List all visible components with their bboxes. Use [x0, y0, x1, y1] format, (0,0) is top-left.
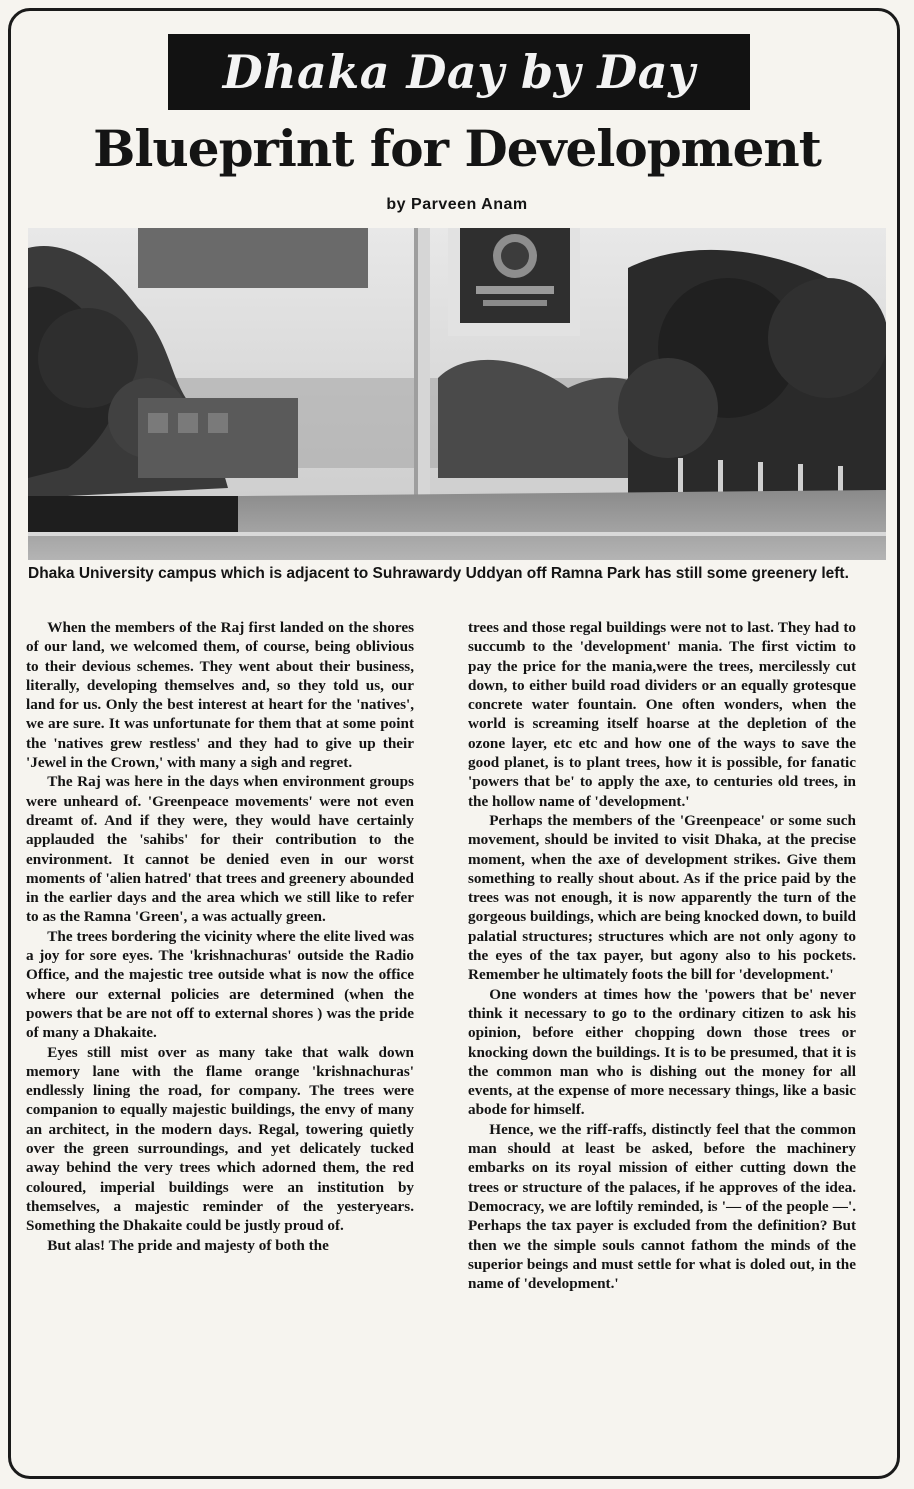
article-paragraph: The trees bordering the vicinity where the elite lived was a joy for sore eyes. The 'krishnachuras' outside the Radio Office, and the majestic tree outside what is now the office where our external policies are determined (when the powers that be are not off to external shores ) was the pride of many a Dhakaite. — [26, 927, 414, 1042]
photo-caption: Dhaka University campus which is adjacent to Suhrawardy Uddyan off Ramna Park has still some greenery left. — [28, 565, 849, 582]
article-paragraph: When the members of the Raj first landed on the shores of our land, we welcomed them, of course, being oblivious to their devious schemes. They went about their business, literally, developing themselves and, so they told us, our land for us. Only the best interest at heart for the 'natives', we are sure. It was unfortunate for them that at some point the 'natives grew restless' and they had to give up their 'Jewel in the Crown,' with many a sigh and regret. — [26, 619, 414, 772]
section-banner: Dhaka Day by Day — [168, 34, 750, 110]
article-paragraph: Perhaps the members of the 'Greenpeace' or some such movement, should be invited to visit Dhaka, at the precise moment, when the axe of development strikes. Give them something to really shout about. As if the price paid by the trees was not enough, it is now apparently the turn of the gorgeous buildings, which are being knocked down, to build palatial structures; structures which are not only agony to the eyes of the tax payer, but agony also to his pockets. Remember he ultimately foots the bill for 'development.' — [468, 811, 856, 984]
article-paragraph: One wonders at times how the 'powers that be' never think it necessary to go to the ordinary citizen to ask his opinion, before either chopping down those trees or knocking down the buildings. It is to be presumed, that it is the common man who is dishing out the money for all events, at the expense of more necessary things, like a basic abode for himself. — [468, 985, 856, 1119]
article-photo — [28, 228, 886, 560]
campus-photo-illustration — [28, 228, 886, 560]
byline: by Parveen Anam — [386, 196, 528, 213]
article-column-left — [26, 618, 414, 1255]
article-paragraph: Hence, we the riff-raffs, distinctly feel that the common man should at least be asked, before the machinery embarks on its royal mission of either cutting down the trees or structure of the palaces, if he approves of the idea. Democracy, we are loftily reminded, is '— of the people —'. Perhaps the tax payer is excluded from the definition? But then we the simple souls cannot fathom the minds of the superior beings and must settle for what is doled out, in the name of 'development.' — [468, 1120, 856, 1293]
article-paragraph: The Raj was here in the days when environment groups were unheard of. 'Greenpeace movements' were not even dreamt of. And if they were, they would have certainly applauded the 'sahibs' for their contribution to the environment. It cannot be denied even in our worst moments of 'alien hatred' that trees and greenery abounded in the earlier days and the area which we still like to refer to as the Ramna 'Green', a was actually green. — [26, 773, 414, 926]
article-column-right — [468, 618, 856, 1293]
article-paragraph: trees and those regal buildings were not to last. They had to succumb to the 'development' mania. The first victim to pay the price for the mania,were the trees, mercilessly cut down, to either build road dividers or an equally grotesque concrete water fountain. One often wonders, when the world is screaming itself hoarse at the depletion of the ozone layer, etc etc and how one of the ways to save the good planet, is to plant trees, how it is possible, for fanatic 'powers that be' to apply the axe, to centuries old trees, in the hollow name of 'development.' — [468, 619, 856, 810]
article-paragraph: Eyes still mist over as many take that walk down memory lane with the flame orange 'krishnachuras' endlessly lining the road, for company. The trees were companion to equally majestic buildings, the envy of many an architect, in the modern days. Regal, towering quietly over the green surroundings, and yet delicately tucked away behind the very trees which adorned them, the red coloured, imperial buildings were an institution by themselves, a majestic reminder of the yesteryears. Something the Dhakaite could be justly proud of. — [26, 1043, 414, 1235]
article-paragraph: But alas! The pride and majesty of both the — [47, 1236, 329, 1254]
headline: Blueprint for Development — [93, 119, 821, 178]
